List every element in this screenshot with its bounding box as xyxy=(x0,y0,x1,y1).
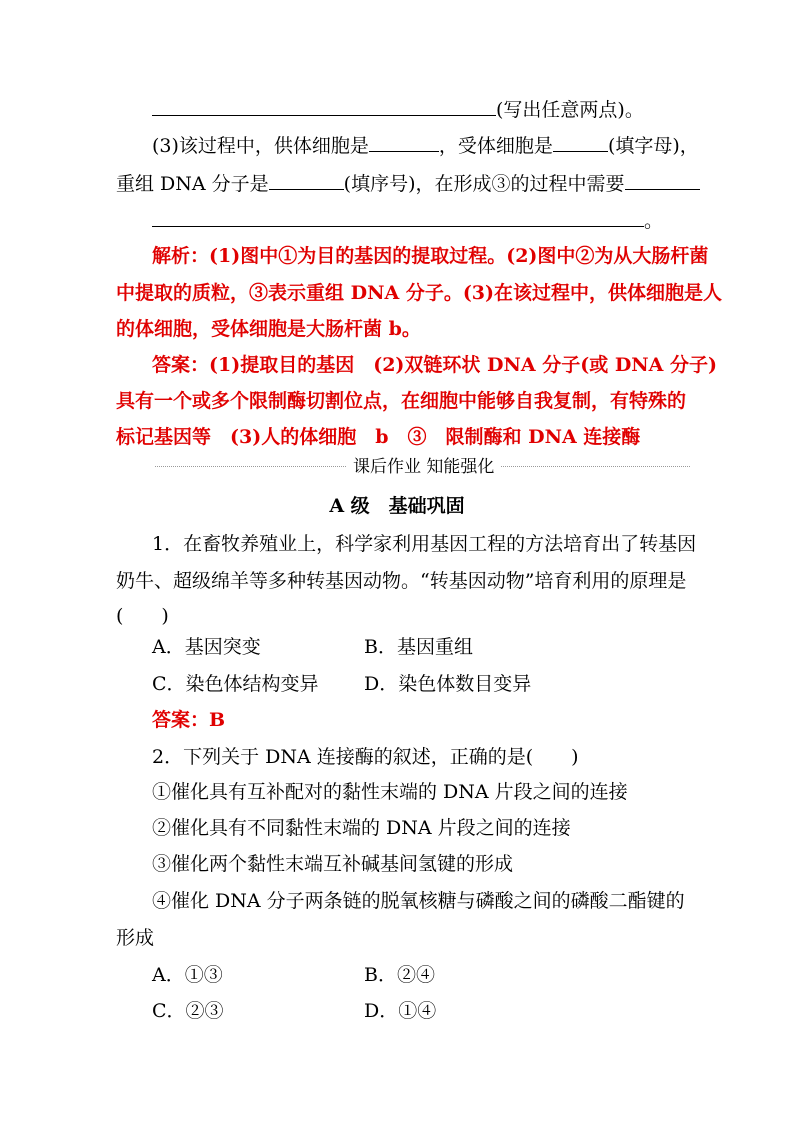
option-b[interactable]: B．基因重组 xyxy=(364,636,473,658)
required-items-blank-continued[interactable] xyxy=(152,208,644,227)
question-2-item-1 xyxy=(152,779,628,805)
question-text: 1．在畜牧养殖业上，科学家利用基因工程的方法培育出了转基因 xyxy=(152,533,697,555)
question-3-line-1 xyxy=(152,133,699,159)
analysis-line-1 xyxy=(152,243,708,269)
statement-text: ③催化两个黏性末端互补碱基间氢键的形成 xyxy=(152,853,514,875)
analysis-text: (1)图中①为目的基因的提取过程。(2)图中②为从大肠杆菌 xyxy=(209,245,709,267)
question-text: 重组 DNA 分子是 xyxy=(116,173,269,195)
answer-parentheses[interactable]: ( ) xyxy=(116,605,169,627)
question-2-stem xyxy=(152,744,579,770)
option-c[interactable]: C．染色体结构变异 xyxy=(152,673,319,695)
question-text: ，受体细胞是 xyxy=(438,135,553,157)
question-text: (填序号)，在形成③的过程中需要 xyxy=(343,173,625,195)
analysis-line-2 xyxy=(116,280,722,306)
section-divider-label: 课后作业 知能强化 xyxy=(347,456,500,478)
question-2-item-3 xyxy=(152,851,513,877)
option-a[interactable]: A．①③ xyxy=(152,964,223,986)
question-2-item-4-line-1 xyxy=(152,888,685,914)
question-1-answer xyxy=(152,707,225,733)
question-1-options-row-2 xyxy=(152,671,531,697)
analysis-text: 的体细胞，受体细胞是大肠杆菌 b。 xyxy=(116,318,421,340)
recipient-cell-blank[interactable] xyxy=(553,133,608,152)
option-b[interactable]: B．②④ xyxy=(364,964,435,986)
level-title: A 级 基础巩固 xyxy=(329,495,465,517)
statement-text: ②催化具有不同黏性末端的 DNA 片段之间的连接 xyxy=(152,817,571,839)
question-2-item-2 xyxy=(152,815,571,841)
answer-blank[interactable] xyxy=(152,97,496,116)
option-d[interactable]: D．染色体数目变异 xyxy=(364,673,532,695)
question-3-continuation-line xyxy=(152,97,644,123)
question-3-line-2 xyxy=(116,171,700,197)
donor-cell-blank[interactable] xyxy=(369,133,439,152)
answer-line-2 xyxy=(116,388,686,414)
analysis-line-3 xyxy=(116,316,421,342)
option-d[interactable]: D．①④ xyxy=(364,1000,437,1022)
question-text: (3)该过程中，供体细胞是 xyxy=(152,135,369,157)
answer-text: 具有一个或多个限制酶切割位点，在细胞中能够自我复制，有特殊的 xyxy=(116,390,687,412)
required-items-blank[interactable] xyxy=(625,171,700,190)
question-text: 奶牛、超级绵羊等多种转基因动物。“转基因动物”培育利用的原理是 xyxy=(116,570,687,592)
analysis-text: 中提取的质粒，③表示重组 DNA 分子。(3)在该过程中，供体细胞是人 xyxy=(116,282,723,304)
question-text: (填字母)， xyxy=(607,135,699,157)
question-text: 。 xyxy=(644,210,664,232)
answer-label: 答案： xyxy=(152,354,210,376)
statement-text: ④催化 DNA 分子两条链的脱氧核糖与磷酸之间的磷酸二酯键的 xyxy=(152,890,685,912)
answer-line-3 xyxy=(116,424,640,450)
recombinant-dna-blank[interactable] xyxy=(269,171,344,190)
question-2-item-4-line-2 xyxy=(116,925,154,951)
analysis-label: 解析： xyxy=(152,245,210,267)
question-1-line-2 xyxy=(116,568,686,594)
answer-line-1 xyxy=(152,352,717,378)
question-1-line-3 xyxy=(116,603,169,629)
question-2-options-row-1 xyxy=(152,962,435,988)
statement-text: ①催化具有互补配对的黏性末端的 DNA 片段之间的连接 xyxy=(152,781,628,803)
answer-value: B xyxy=(209,709,226,731)
option-a[interactable]: A．基因突变 xyxy=(152,636,261,658)
question-text: 2．下列关于 DNA 连接酶的叙述，正确的是( ) xyxy=(152,746,579,768)
instruction-text: (写出任意两点)。 xyxy=(496,99,644,121)
statement-text: 形成 xyxy=(116,927,155,949)
answer-text: (1)提取目的基因 (2)双链环状 DNA 分子(或 DNA 分子) xyxy=(209,354,718,376)
question-3-line-3 xyxy=(152,208,663,234)
question-1-line-1 xyxy=(152,531,696,557)
answer-text: 标记基因等 (3)人的体细胞 b ③ 限制酶和 DNA 连接酶 xyxy=(116,426,641,448)
question-2-options-row-2 xyxy=(152,998,436,1024)
option-c[interactable]: C．②③ xyxy=(152,1000,224,1022)
question-1-options-row-1 xyxy=(152,634,473,660)
answer-label: 答案： xyxy=(152,709,210,731)
